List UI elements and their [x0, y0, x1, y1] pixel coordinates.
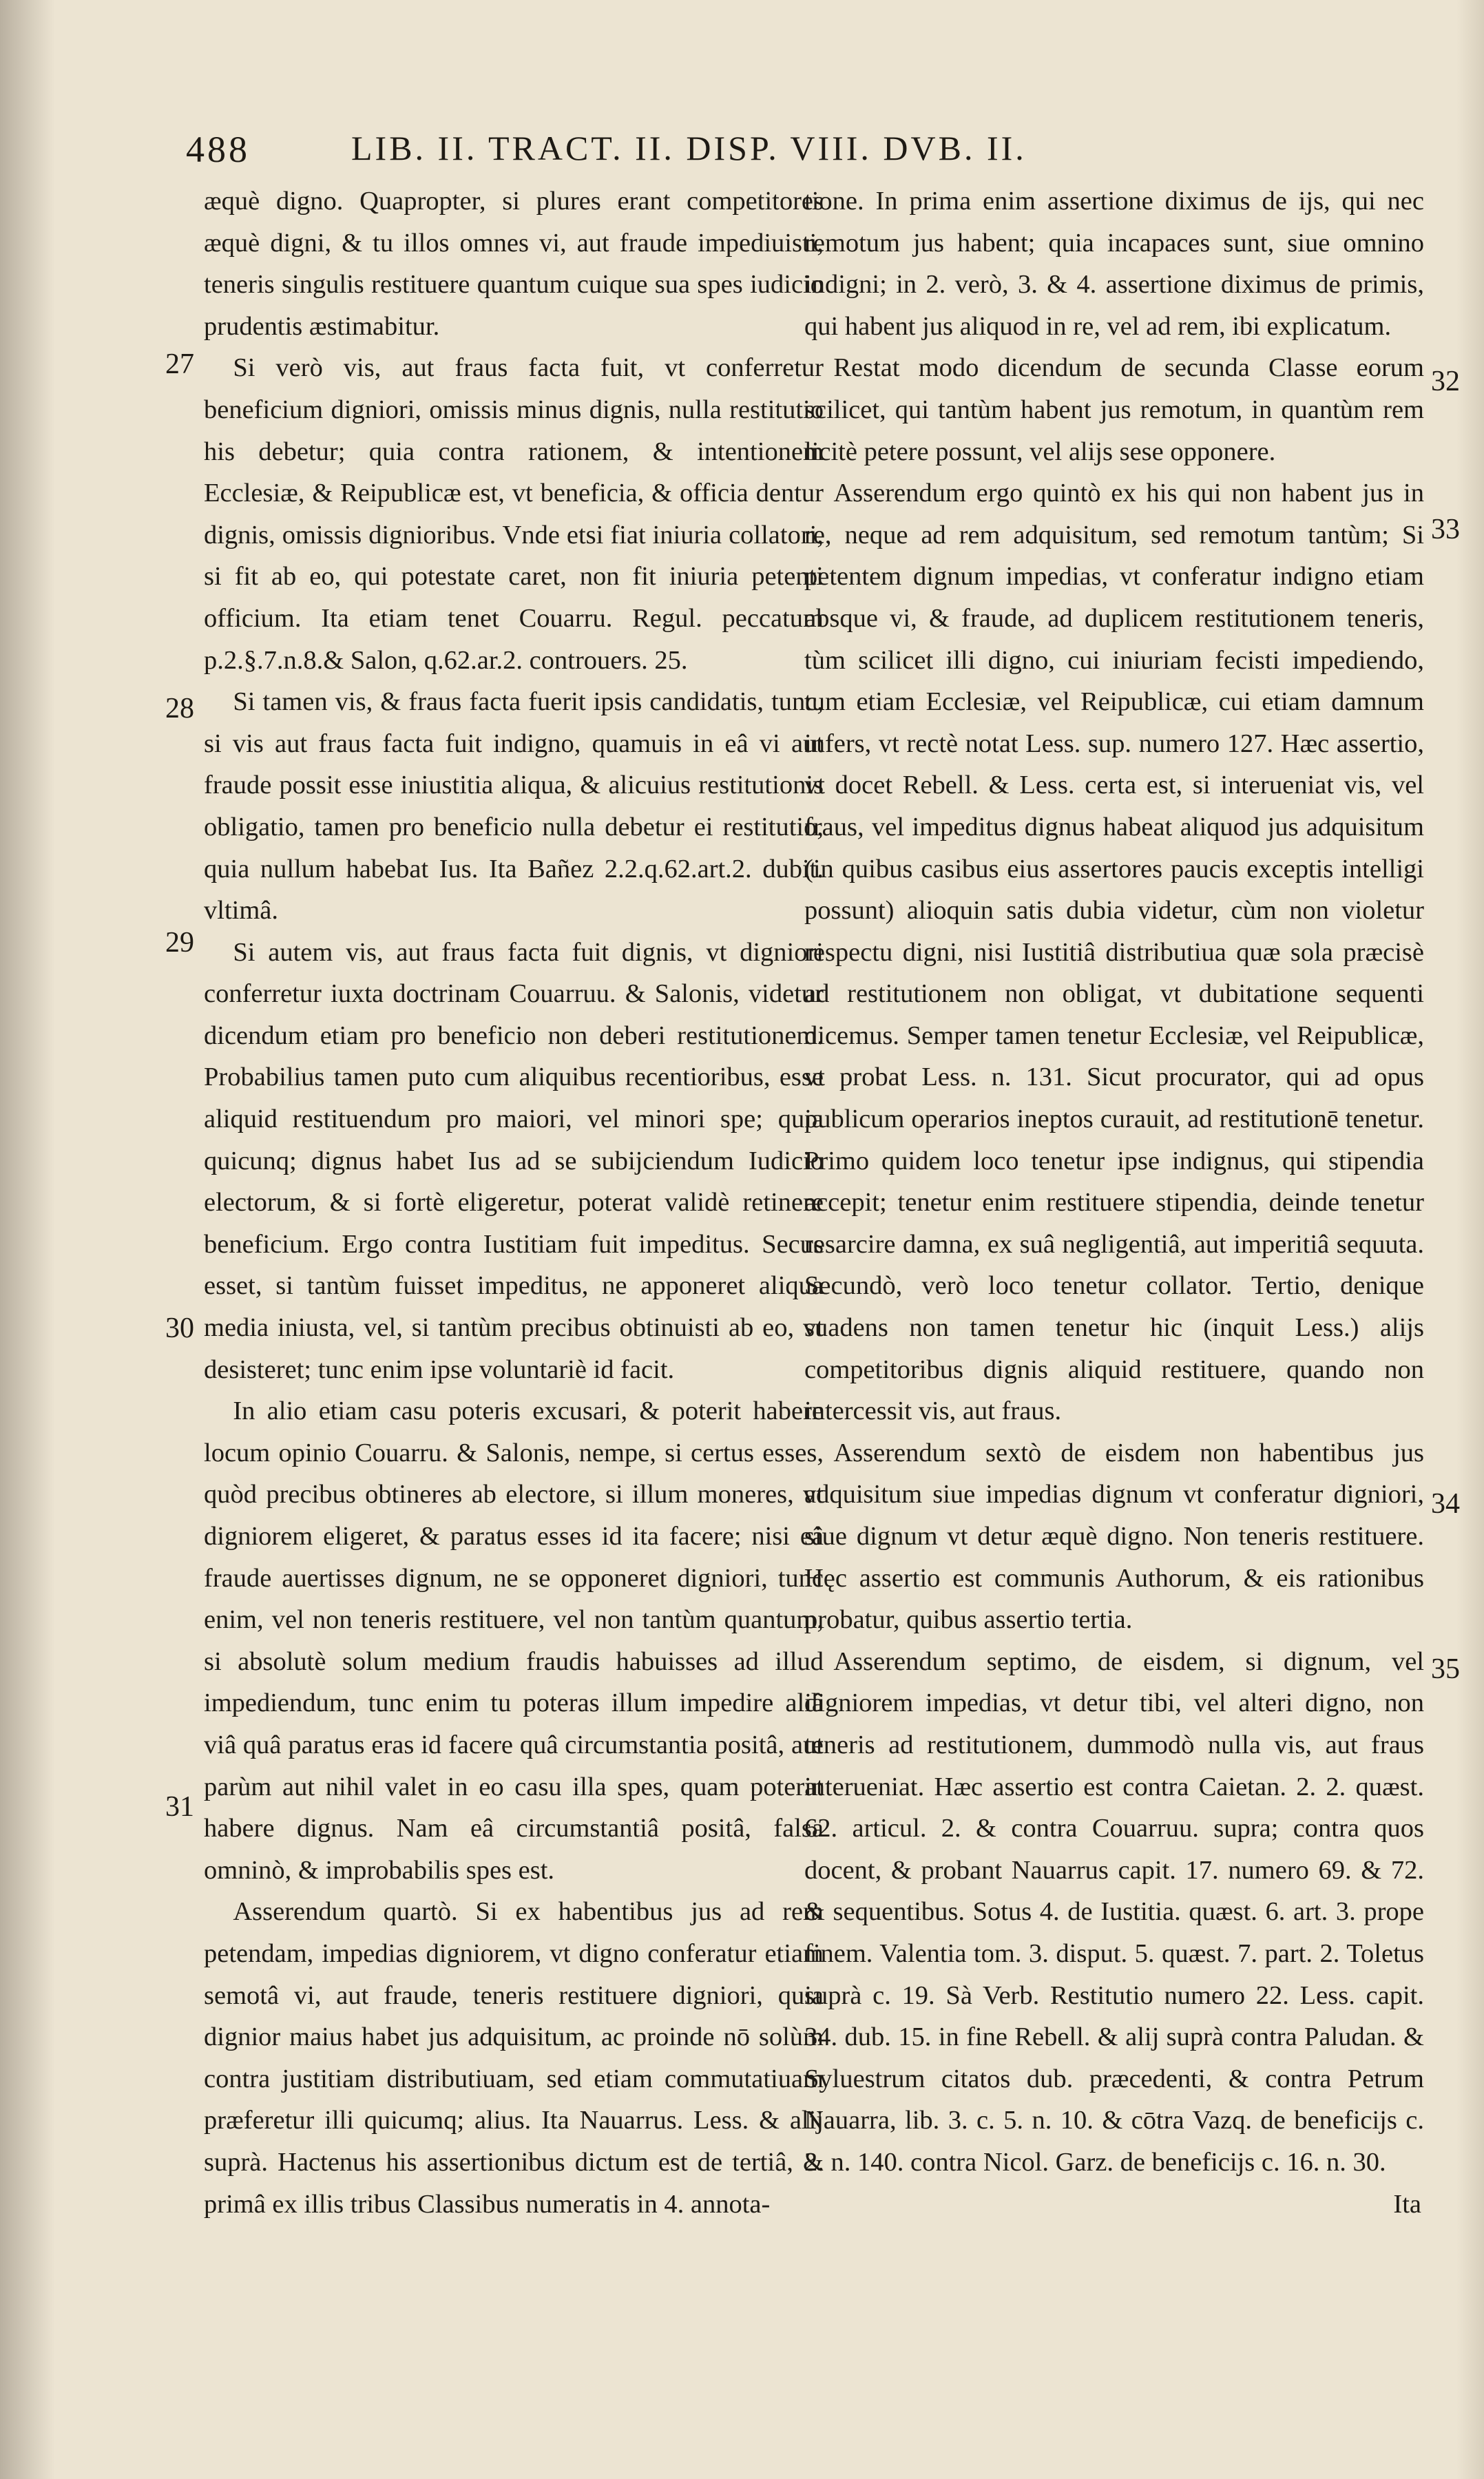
margin-number-35: 35: [1431, 1653, 1460, 1685]
paragraph-l3: Si autem vis, aut fraus facta fuit dignis, vt digniori conferretur iuxta doctrinam Couarruu. & Salonis, videtur dicendum etiam pro beneficio non deberi restitutionem. Probabilius tamen puto cum aliquibus recentioribus, esse aliquid restituendum pro maiori, vel minori spe; quia quicunq; dignus habet Ius ad se subijciendum Iudicio electorum, & si fortè eligeretur, poterat validè retinere beneficium. Ergo contra Iustitiam fuit impeditus. Secus esset, si tantùm fuisset impeditus, ne apponeret aliqua media iniusta, vel, si tantùm precibus obtinuisti ab eo, vt desisteret; tunc enim ipse voluntariè id facit.: [204, 937, 824, 1384]
paragraph-r2: Asserendum ergo quintò ex his qui non habent jus in re, neque ad rem adquisitum, sed remotum tantùm; Si petentem dignum impedias, vt conferatur indigno etiam absque vi, & fraude, ad duplicem restitutionem teneris, tùm scilicet illi digno, cui iniuriam fecisti impediendo, tum etiam Ecclesiæ, vel Reipublicæ, cui etiam damnum infers, vt rectè notat Less. sup. numero 127. Hæc assertio, vt docet Rebell. & Less. certa est, si interueniat vis, vel fraus, vel impeditus dignus habeat aliquod jus adquisitum (in quibus casibus eius assertores paucis exceptis intelligi possunt) alioquin satis dubia videtur, cùm non violetur respectu digni, nisi Iustitiâ distributiua quæ sola præcisè ad restitutionem non obligat, vt dubitatione sequenti dicemus. Semper tamen tenetur Ecclesiæ, vel Reipublicæ, vt probat Less. n. 131. Sicut procurator, qui ad opus publicum operarios ineptos curauit, ad restitutionē tenetur. Primo quidem loco tenetur ipse indignus, qui stipendia accepit; tenetur enim restituere stipendia, deinde tenetur resarcire damna, ex suâ negligentiâ, aut imperitiâ sequuta. Secundò, verò loco tenetur collator. Tertio, denique suadens non tamen tenetur hic (inquit Less.) alijs competitoribus dignis aliquid restituere, quando non intercessit vis, aut fraus.: [804, 479, 1424, 1426]
paragraph-r0: tione. In prima enim assertione diximus de ijs, qui nec remotum jus habent; quia incapaces sunt, siue omnino indigni; in 2. verò, 3. & 4. assertione diximus de primis, qui habent jus aliquod in re, vel ad rem, ibi explicatum.: [804, 187, 1424, 341]
catchword: Ita: [1393, 2189, 1421, 2219]
paragraph-l2: Si tamen vis, & fraus facta fuerit ipsis candidatis, tunc, si vis aut fraus facta fuit indigno, quamuis in eâ vi aut fraude possit esse iniustitia aliqua, & alicuius restitutionis obligatio, tamen pro beneficio nulla debetur ei restitutio, quia nullum habebat Ius. Ita Bañez 2.2.q.62.art.2. dubit. vltimâ.: [204, 687, 824, 925]
margin-number-28: 28: [165, 693, 194, 724]
left-column: [204, 180, 824, 2225]
margin-number-30: 30: [165, 1312, 194, 1344]
paragraph-l5: Asserendum quartò. Si ex habentibus jus ad rem petendam, impedias digniorem, vt digno conferatur etiam semotâ vi, aut fraude, teneris restituere digniori, quia dignior maius habet jus adquisitum, ac proinde nō solùm contra justitiam distributiuam, sed etiam commutatiuam præferetur illi quicumq; alius. Ita Nauarrus. Less. & alij suprà. Hactenus his assertionibus dictum est de tertiâ, & primâ ex illis tribus Classibus numeratis in 4. annota-: [204, 1897, 824, 2219]
margin-number-32: 32: [1431, 366, 1460, 397]
paragraph-l1: Si verò vis, aut fraus facta fuit, vt conferretur beneficium digniori, omissis minus dignis, nulla restitutio his debetur; quia contra rationem, & intentionem Ecclesiæ, & Reipublicæ est, vt beneficia, & officia dentur dignis, omissis dignioribus. Vnde etsi fiat iniuria collatori, si fit ab eo, qui potestate caret, non fit iniuria petenti officium. Ita etiam tenet Couarru. Regul. peccatum p.2.§.7.n.8.& Salon, q.62.ar.2. controuers. 25.: [204, 353, 824, 675]
paragraph-l4: In alio etiam casu poteris excusari, & poterit habere locum opinio Couarru. & Salonis, nempe, si certus esses, quòd precibus obtineres ab electore, si illum moneres, vt digniorem eligeret, & paratus esses id ita facere; nisi eâ fraude auertisses dignum, ne se opponeret digniori, tunc enim, vel non teneris restituere, vel non tantùm quantum, si absolutè solum medium fraudis habuisses ad illud impediendum, tunc enim tu poteras illum impedire aliâ viâ quâ paratus eras id facere quâ circumstantia positâ, aut parùm aut nihil valet in eo casu illa spes, quam poterat habere dignus. Nam eâ circumstantiâ positâ, falsa omninò, & improbabilis spes est.: [204, 1397, 824, 1885]
margin-number-31: 31: [165, 1791, 194, 1823]
margin-number-27: 27: [165, 348, 194, 380]
margin-number-29: 29: [165, 927, 194, 959]
page-edge: [1456, 0, 1484, 2479]
running-head-title: LIB. II. TRACT. II. DISP. VIII. DVB. II.: [351, 129, 1027, 167]
gutter-shadow: [0, 0, 55, 2479]
right-column: [804, 180, 1424, 2225]
paragraph-r3: Asserendum sextò de eisdem non habentibus jus adquisitum siue impedias dignum vt conferatur digniori, siue dignum vt detur æquè digno. Non teneris restituere. Hęc assertio est communis Authorum, & eis rationibus probatur, quibus assertio tertia.: [804, 1438, 1424, 1635]
paragraph-r4: Asserendum septimo, de eisdem, si dignum, vel digniorem impedias, vt detur tibi, vel alteri digno, non teneris ad restitutionem, dummodò nulla vis, aut fraus interueniat. Hæc assertio est contra Caietan. 2. 2. quæst. 62. articul. 2. & contra Couarruu. supra; contra quos docent, & probant Nauarrus capit. 17. numero 69. & 72. & sequentibus. Sotus 4. de Iustitia. quæst. 6. art. 3. prope finem. Valentia tom. 3. disput. 5. quæst. 7. part. 2. Toletus suprà c. 19. Sà Verb. Restitutio numero 22. Less. capit. 34. dub. 15. in fine Rebell. & alij suprà contra Paludan. & Syluestrum citatos dub. præcedenti, & contra Petrum Nauarra, lib. 3. c. 5. n. 10. & cōtra Vazq. de beneficijs c. 2. n. 140. contra Nicol. Garz. de beneficijs c. 16. n. 30.: [804, 1646, 1424, 2177]
running-header: [186, 123, 1184, 185]
paragraph-r1: Restat modo dicendum de secunda Classe eorum scilicet, qui tantùm habent jus remotum, in quantùm rem licitè petere possunt, vel alijs sese opponere.: [804, 353, 1424, 466]
margin-number-33: 33: [1431, 514, 1460, 545]
margin-number-34: 34: [1431, 1488, 1460, 1520]
page-number: 488: [186, 129, 250, 170]
paragraph-l0: æquè digno. Quapropter, si plures erant competitores æquè digni, & tu illos omnes vi, aut fraude impediuisti, teneris singulis restituere quantum cuique sua spes iudicio prudentis æstimabitur.: [204, 187, 824, 341]
